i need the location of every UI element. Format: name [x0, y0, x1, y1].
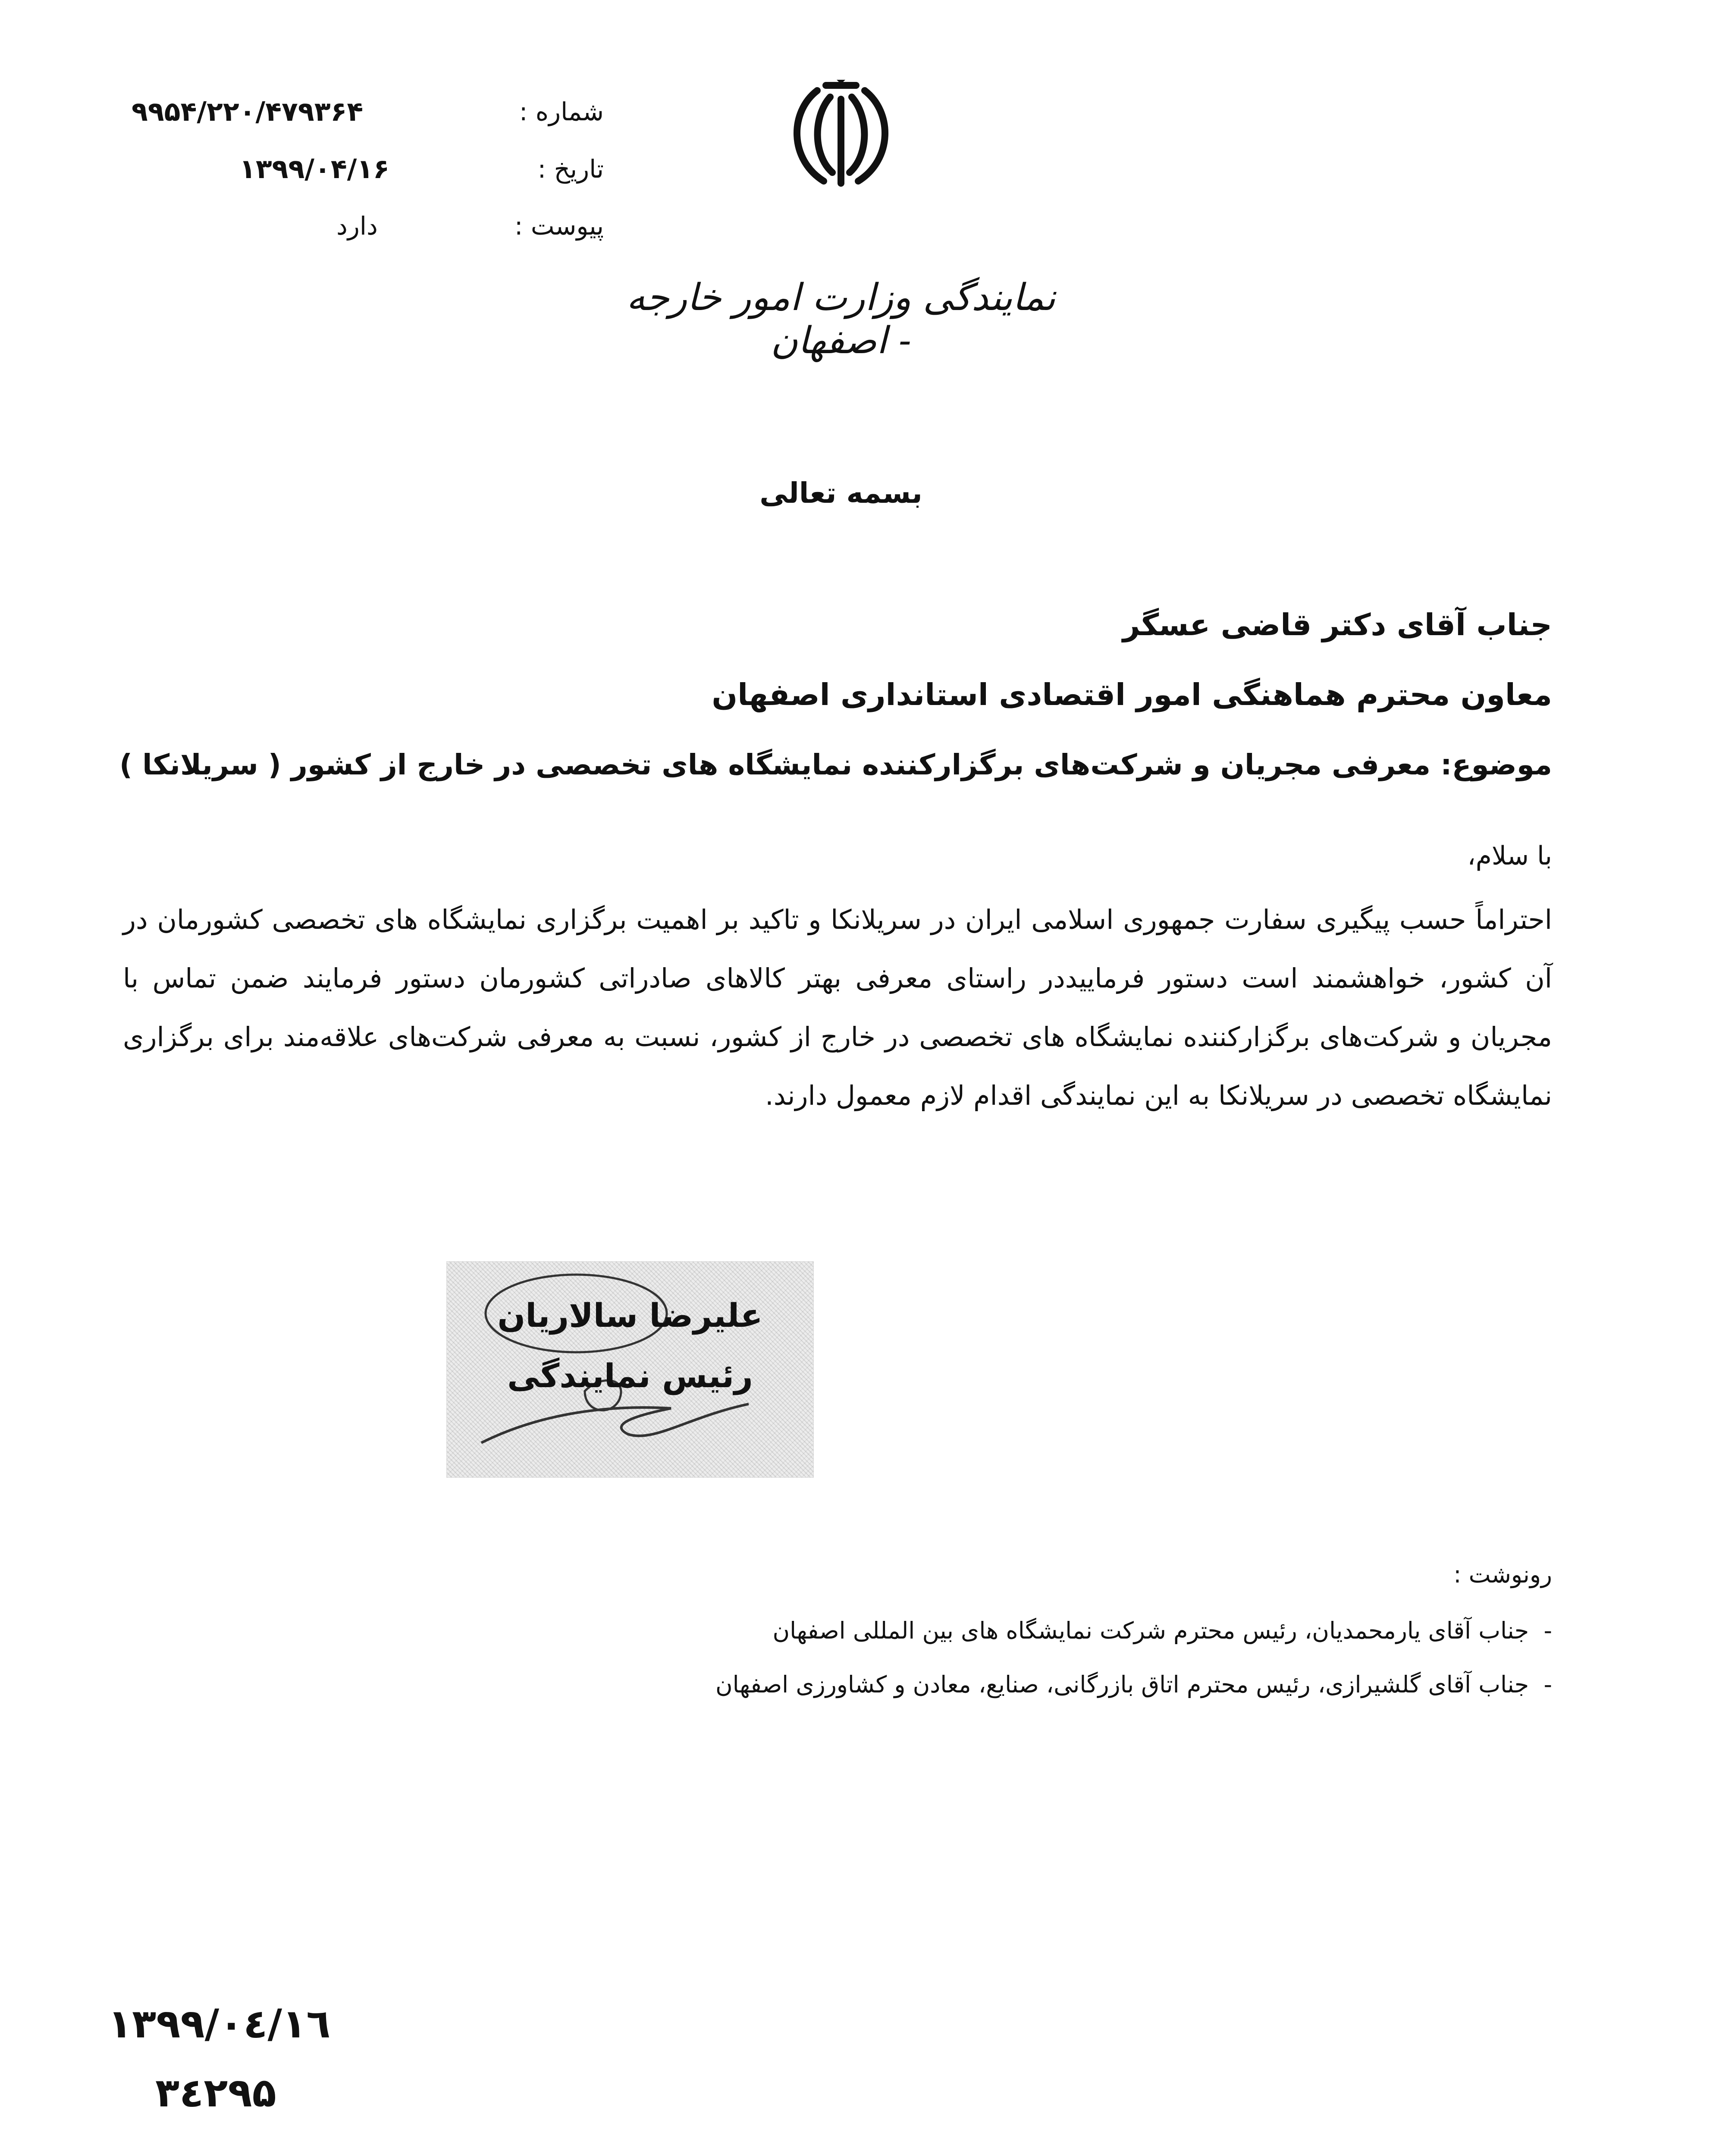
letter-body: احتراماً حسب پیگیری سفارت جمهوری اسلامی ایران در سریلانکا و تاکید بر اهمیت برگزاری نمایشگاه های تخصصی کشورمان در آن کشور، خواهشمند است دستور فرمایید‌در راستای معرفی بهتر کالاهای صادراتی کشورمان دستور فرمایند ضمن تماس با مجریان و شرکت‌های برگزارکننده نمایشگاه های تخصصی در خارج از کشور، نسبت به معرفی شرکت‌های علاقه‌مند برای برگزاری نمایشگاه تخصصی در سریلانکا به این نمایندگی اقدام لازم معمول دارند. [123, 904, 1552, 1111]
cc-item-text: جناب آقای گلشیرازی، رئیس محترم اتاق بازرگانی، صنایع، معادن و کشاورزی اصفهان [715, 1671, 1529, 1698]
subject-line: موضوع: معرفی مجریان و شرکت‌های برگزارکننده نمایشگاه های تخصصی در خارج از کشور ( سریلانکا ) [119, 748, 1552, 781]
cc-item-text: جناب آقای یارمحمدیان، رئیس محترم شرکت نمایشگاه های بین المللی اصفهان [772, 1617, 1529, 1644]
cc-label: رونوشت : [1453, 1561, 1552, 1588]
cc-item: - جناب آقای یارمحمدیان، رئیس محترم شرکت نمایشگاه های بین المللی اصفهان [772, 1617, 1552, 1644]
date-value: ۱۳۹۹/۰۴/۱۶ [239, 153, 390, 185]
cc-item: - جناب آقای گلشیرازی، رئیس محترم اتاق بازرگانی، صنایع، معادن و کشاورزی اصفهان [715, 1671, 1552, 1698]
ministry-header: نمایندگی وزارت امور خارجه - اصفهان [626, 276, 1056, 362]
registry-date: ۱۳۹۹/۰٤/۱٦ [108, 2001, 331, 2047]
registry-number: ۳٤۲۹۵ [155, 2070, 276, 2116]
date-label: تاریخ : [537, 154, 604, 184]
signer-title: رئیس نمایندگی [507, 1357, 753, 1395]
number-label: شماره : [519, 97, 604, 126]
signature-stamp [446, 1261, 814, 1478]
addressee-name: جناب آقای دکتر قاضی عسگر [1122, 607, 1552, 642]
iran-emblem-icon [776, 73, 906, 203]
attachment-label: پیوست : [514, 211, 604, 241]
attachment-value: دارد [336, 211, 378, 241]
number-value: ۹۹۵۴/۲۲۰/۴۷۹۳۶۴ [132, 96, 364, 127]
bismillah: بسمه تعالی [759, 476, 922, 510]
signer-name: علیرضا سالاریان [497, 1296, 763, 1335]
addressee-title: معاون محترم هماهنگی امور اقتصادی استانداری اصفهان [712, 677, 1552, 712]
greeting: با سلام، [1467, 841, 1552, 871]
